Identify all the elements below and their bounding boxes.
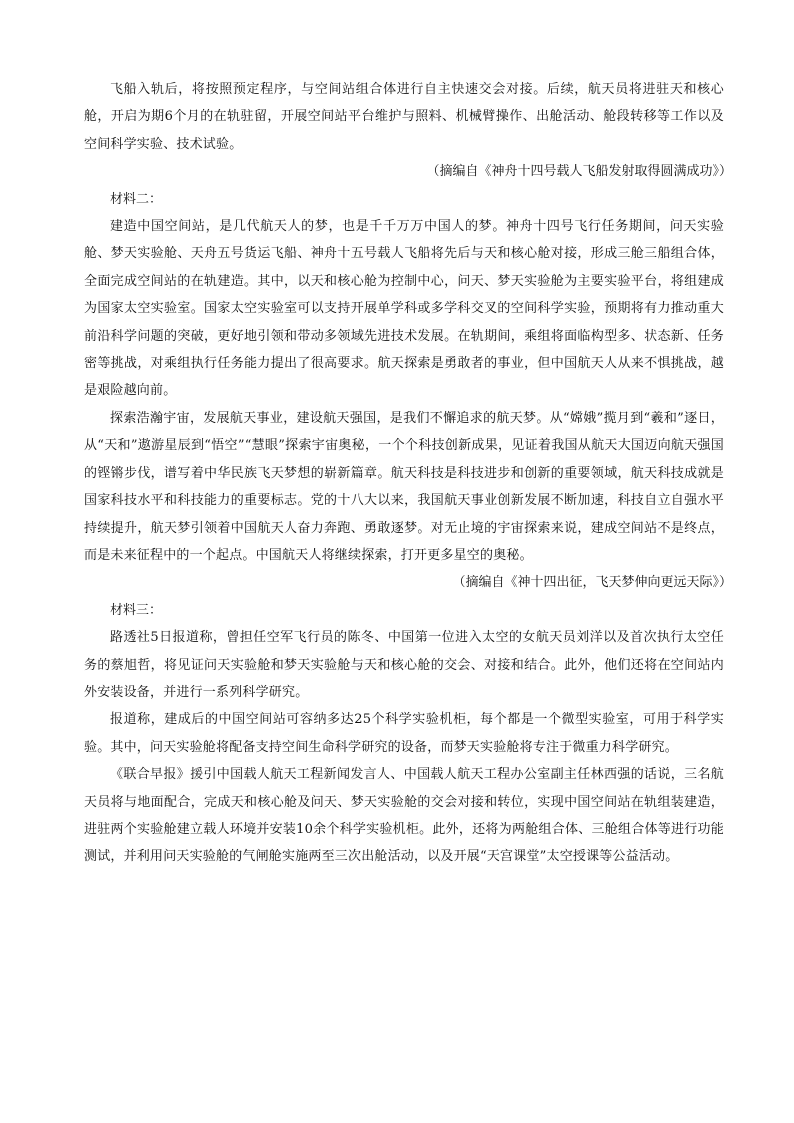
paragraph-space-exploration: 探索浩瀚宇宙，发展航天事业，建设航天强国，是我们不懈追求的航天梦。从“嫦娥”揽月到“羲和”逐日，从“天和”遨游星辰到“悟空”“慧眼”探索宇宙奥秘，一个个科技创新成果，见证着我国从航天大国迈向航天强国的铿锵步伐，谱写着中华民族飞天梦想的崭新篇章。航天科技是科技进步和创新的重要领域，航天科技成就是国家科技水平和科技能力的重要标志。党的十八大以来，我国航天事业创新发展不断加速，科技自立自强水平持续提升，航天梦引领着中国航天人奋力奔跑、勇敢逐梦。对无止境的宇宙探索来说，建成空间站不是终点，而是未来征程中的一个起点。中国航天人将继续探索，打开更多星空的奥秘。 (84, 410, 724, 563)
paragraph-reuters-report: 路透社5日报道称，曾担任空军飞行员的陈冬、中国第一位进入太空的女航天员刘洋以及首次执行太空任务的蔡旭哲，将见证问天实验舱和梦天实验舱与天和核心舱的交会、对接和结合。此外，他们还将在空间站内外安装设备，并进行一系列科学研究。 (84, 630, 724, 700)
paragraph-launch-plan: 飞船入轨后，将按照预定程序，与空间站组合体进行自主快速交会对接。后续，航天员将进驻天和核心舱，开启为期6个月的在轨驻留，开展空间站平台维护与照料、机械臂操作、出舱活动、舱段转移等工作以及空间科学实验、技术试验。 (84, 82, 724, 152)
material-three-heading: 材料三： (110, 602, 163, 618)
source-citation-1: （摘编自《神舟十四号载人飞船发射取得圆满成功》） (426, 164, 732, 180)
source-citation-2: （摘编自《神十四出征，飞天梦伸向更远天际》） (452, 575, 732, 591)
paragraph-experiment-cabinets: 报道称，建成后的中国空间站可容纳多达25个科学实验机柜，每个都是一个微型实验室，可用于科学实验。其中，问天实验舱将配备支持空间生命科学研究的设备，而梦天实验舱将专注于微重力科学研究。 (84, 712, 724, 755)
document-page (84, 76, 732, 871)
material-two-heading: 材料二： (110, 191, 163, 207)
paragraph-lianhe-zaobao: 《联合早报》援引中国载人航天工程新闻发言人、中国载人航天工程办公室副主任林西强的话说，三名航天员将与地面配合，完成天和核心舱及问天、梦天实验舱的交会对接和转位，实现中国空间站在轨组装建造，进驻两个实验舱建立载人环境并安装10余个科学实验机柜。此外，还将为两舱组合体、三舱组合体等进行功能测试，并利用问天实验舱的气闸舱实施两至三次出舱活动，以及开展“天宫课堂”太空授课等公益活动。 (84, 767, 724, 865)
paragraph-space-station-dream: 建造中国空间站，是几代航天人的梦，也是千千万万中国人的梦。神舟十四号飞行任务期间，问天实验舱、梦天实验舱、天舟五号货运飞船、神舟十五号载人飞船将先后与天和核心舱对接，形成三舱三船组合体，全面完成空间站的在轨建造。其中，以天和核心舱为控制中心，问天、梦天实验舱为主要实验平台，将组建成为国家太空实验室。国家太空实验室可以支持开展单学科或多学科交叉的空间科学实验，预期将有力推动重大前沿科学问题的突破，更好地引领和带动多领域先进技术发展。在轨期间，乘组将面临构型多、状态新、任务密等挑战，对乘组执行任务能力提出了很高要求。航天探索是勇敢者的事业，但中国航天人从来不惧挑战，越是艰险越向前。 (84, 219, 724, 399)
